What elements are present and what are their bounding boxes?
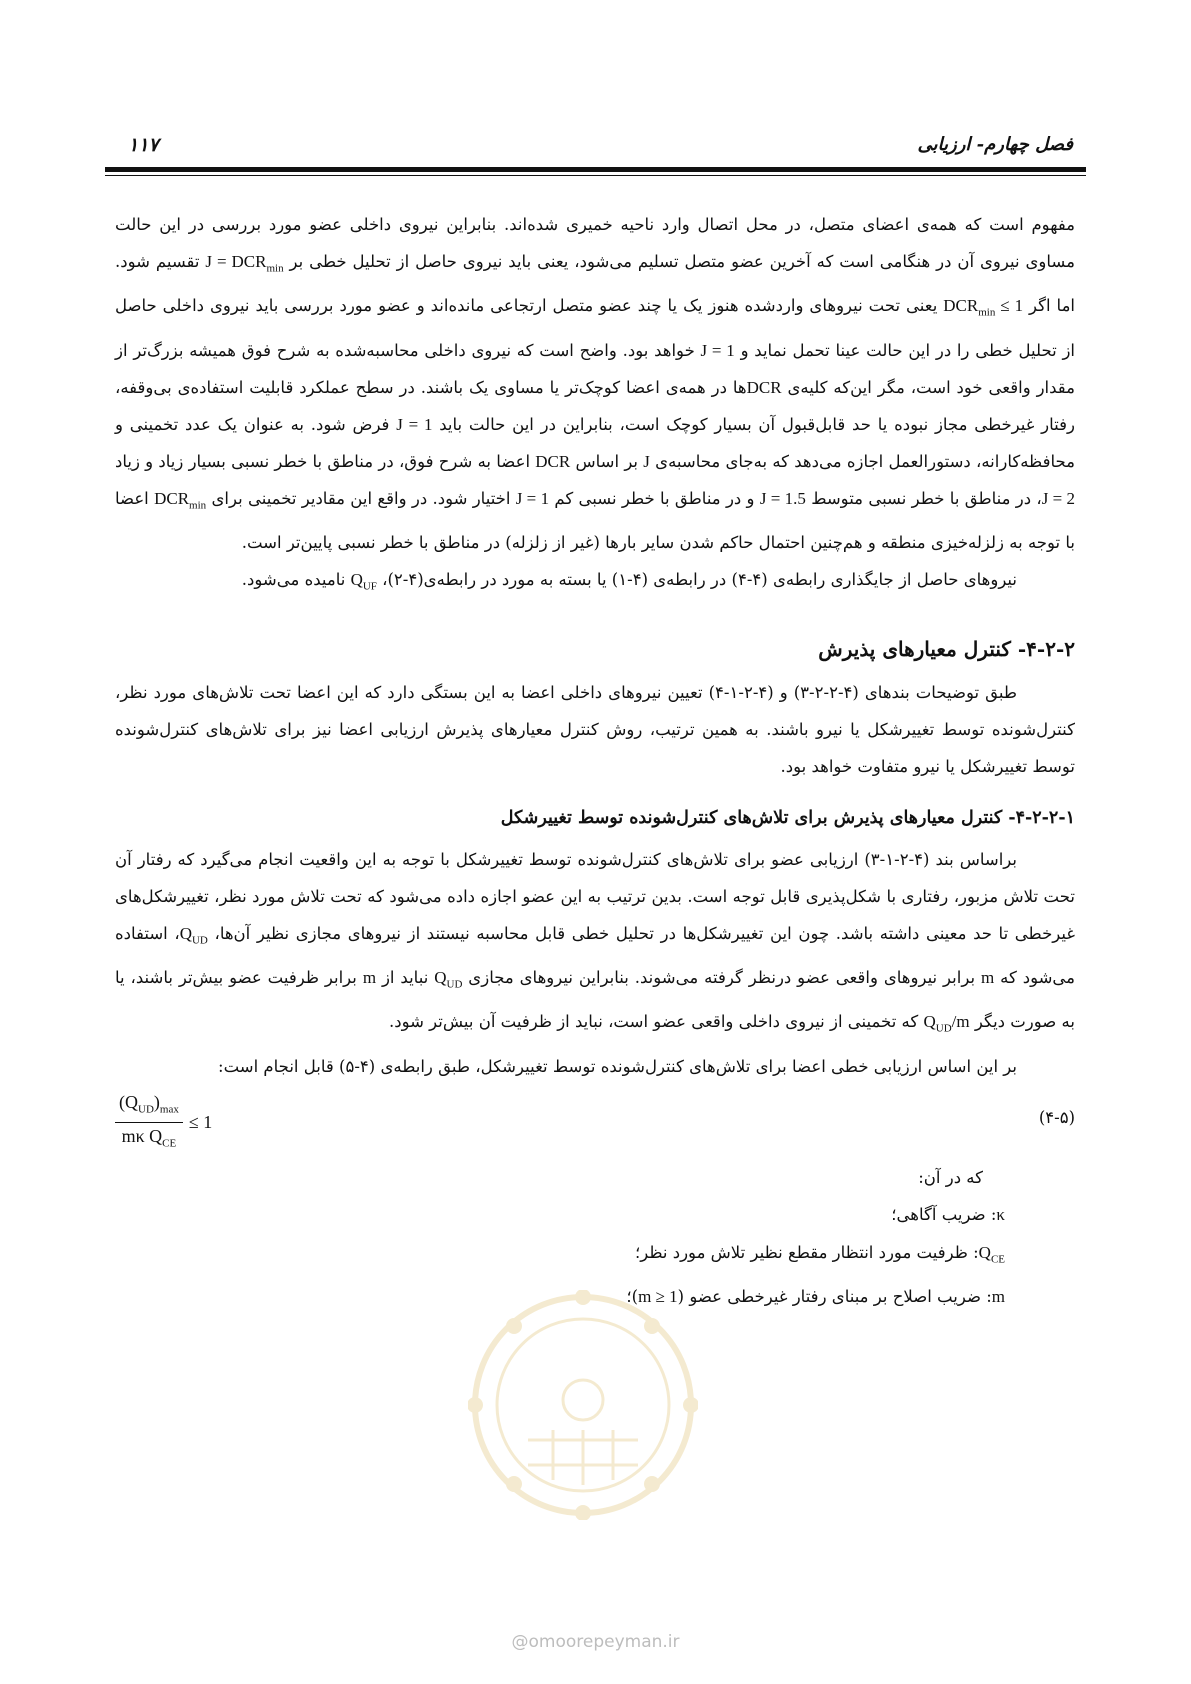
equation-formula [115,1091,212,1155]
eq-j15: J = 1.5 [759,488,806,508]
equation-intro: بر این اساس ارزیابی خطی اعضا برای تلاش‌های کنترل‌شونده توسط تغییرشکل، طبق رابطه‌ی (۴-۵) قابل انجام است: [218,1056,1017,1076]
page-header [118,130,1073,164]
equation-leq: ≤ 1 [188,1112,213,1133]
eq-m2: m [362,967,377,987]
header-rule-thin [105,175,1086,176]
eq-j1c: J = 1 [515,488,550,508]
chapter-title: فصل چهارم- ارزیابی [917,134,1073,155]
eq-j1b: J = 1 [396,414,433,434]
equation-number: (۴-۵) [1038,1107,1075,1127]
section-paragraph: طبق توضیحات بندهای (۴-۲-۲-۳) و (۴-۲-۱-۴) تعیین نیروهای داخلی اعضا به این بستگی دارد که این اعضا تحت تلاش‌های مورد نظر، کنترل‌شونده توسط تغییرشکل یا نیرو باشند. به همین ترتیب، روش کنترل معیارهای پذیرش ارزیابی اعضا نیز برای تلاش‌های کنترل‌شونده توسط تغییرشکل یا نیرو متفاوت خواهد بود. [115,682,1075,776]
eq-j1: J = 1 [700,340,735,360]
fraction-denominator: mκ $Q_{CE}$ [121,1126,177,1150]
equation-fraction [115,1091,183,1155]
eq-j-dcr: $J = DCR_{min}$ [205,252,284,275]
section-heading: ۴-۲-۲- کنترل معیارهای پذیرش [818,636,1075,661]
subsection-heading: ۴-۲-۲-۱- کنترل معیارهای پذیرش برای تلاش‌های کنترل‌شونده توسط تغییرشکل [500,807,1075,828]
quf-paragraph: نیروهای حاصل از جایگذاری رابطه‌ی (۴-۴) در رابطه‌ی (۴-۱) یا بسته به مورد در رابطه‌ی(۴-۲)، $Q_{UF}$ نامیده می‌شود. [241,570,1017,593]
eq-qud2: $Q_{UD}$ [434,967,463,991]
watermark-seal-icon [468,1290,698,1520]
definition-m: m: ضریب اصلاح بر مبنای رفتار غیرخطی عضو (m ≥ 1)؛ [626,1287,1005,1307]
intro-paragraph: مفهوم است که همه‌ی اعضای متصل، در محل اتصال وارد ناحیه خمیری شده‌اند. بنابراین نیروی داخلی عضو مورد بررسی در این حالت مساوی نیروی آن در هنگامی است که آخرین عضو متصل تسلیم می‌شود، یعنی باید نیروی حاصل از تحلیل خطی بر $J = DCR_{min}$ تقسیم شود. اما اگر $DCR_{min} \le 1$ یعنی تحت نیروهای واردشده هنوز یک یا چند عضو متصل ارتجاعی مانده‌اند و عضو مورد بررسی باید نیروی داخلی حاصل از تحلیل خطی را در این حالت عینا تحمل نماید و J = 1 خواهد بود. واضح است که نیروی داخلی محاسبه‌شده به شرح فوق همیشه بزرگ‌تر از مقدار واقعی خود است، مگر این‌که کلیه‌ی DCRها در همه‌ی اعضا کوچک‌تر یا مساوی یک باشند. در سطح عملکرد قابلیت استفاده‌ی بی‌وقفه، رفتار غیرخطی مجاز نبوده یا حد قابل‌قبول آن بسیار کوچک است، بنابراین در این حالت باید J = 1 فرض شود. به عنوان یک عدد تخمینی و محافظه‌کارانه، دستورالعمل اجازه می‌دهد که به‌جای محاسبه‌ی J بر اساس DCR اعضا به شرح فوق، در مناطق با خطر نسبی بسیار زیاد و زیاد J = 2، در مناطق با خطر نسبی متوسط J = 1.5 و در مناطق با خطر نسبی کم J = 1 اختیار شود. در واقع این مقادیر تخمینی برای $DCR_{min}$ اعضا با توجه به زلزله‌خیزی منطقه و هم‌چنین احتمال حاکم شدن سایر بارها (غیر از زلزله) در مناطق با خطر نسبی پایین‌تر است. [115,215,1076,553]
eq-dcr2: DCR [535,451,571,471]
eq-quf: $Q_{UF}$ [350,570,377,593]
eq-j: J [643,451,650,471]
definition-kappa: κ: ضریب آگاهی؛ [891,1204,1005,1224]
page-number: ۱۱۷ [128,134,159,156]
eq-qud: $Q_{UD}$ [179,923,208,946]
eq-dcr3: $DCR_{min}$ [154,488,207,512]
where-label: که در آن: [918,1167,983,1187]
definition-qce: $Q_{CE}$: ظرفیت مورد انتظار مقطع نظیر تلاش مورد نظر؛ [635,1242,1005,1266]
fraction-numerator: $(Q_{UD})_{max}$ [115,1091,183,1124]
eq-qud-m: $Q_{UD}/m$ [923,1012,970,1035]
subsection-paragraph: براساس بند (۴-۲-۱-۳) ارزیابی عضو برای تلاش‌های کنترل‌شونده توسط تغییرشکل با توجه به این واقعیت انجام می‌گیرد که رفتار آن تحت تلاش مزبور، رفتاری با شکل‌پذیری قابل توجه است. بدین ترتیب به این عضو اجازه داده می‌شود که تحت تلاش مورد نظر، تغییرشکل‌های غیرخطی تا حد معینی داشته باشد. چون این تغییرشکل‌ها در تحلیل خطی قابل محاسبه نیستند از نیروهای مجازی نظیر آن‌ها، $Q_{UD}،$ استفاده می‌شود که m برابر نیروهای واقعی عضو درنظر گرفته می‌شوند. بنابراین نیروهای مجازی $Q_{UD}$ نباید از m برابر ظرفیت عضو بیش‌تر باشند، یا به صورت دیگر $Q_{UD}/m$ که تخمینی از نیروی داخلی واقعی عضو است، نباید از ظرفیت آن بیش‌تر شود. [115,849,1076,1035]
eq-m: m [980,967,995,987]
eq-j2: J = 2 [1041,488,1076,508]
site-watermark: @omoorepeyman.ir [511,1632,680,1652]
eq-dcr-leq: $DCR_{min} \le 1$ [943,296,1024,319]
equation-block [115,1087,1075,1151]
eq-dcr: DCR [746,377,782,397]
page-body [115,206,1075,1316]
header-rule-thick [105,167,1086,172]
